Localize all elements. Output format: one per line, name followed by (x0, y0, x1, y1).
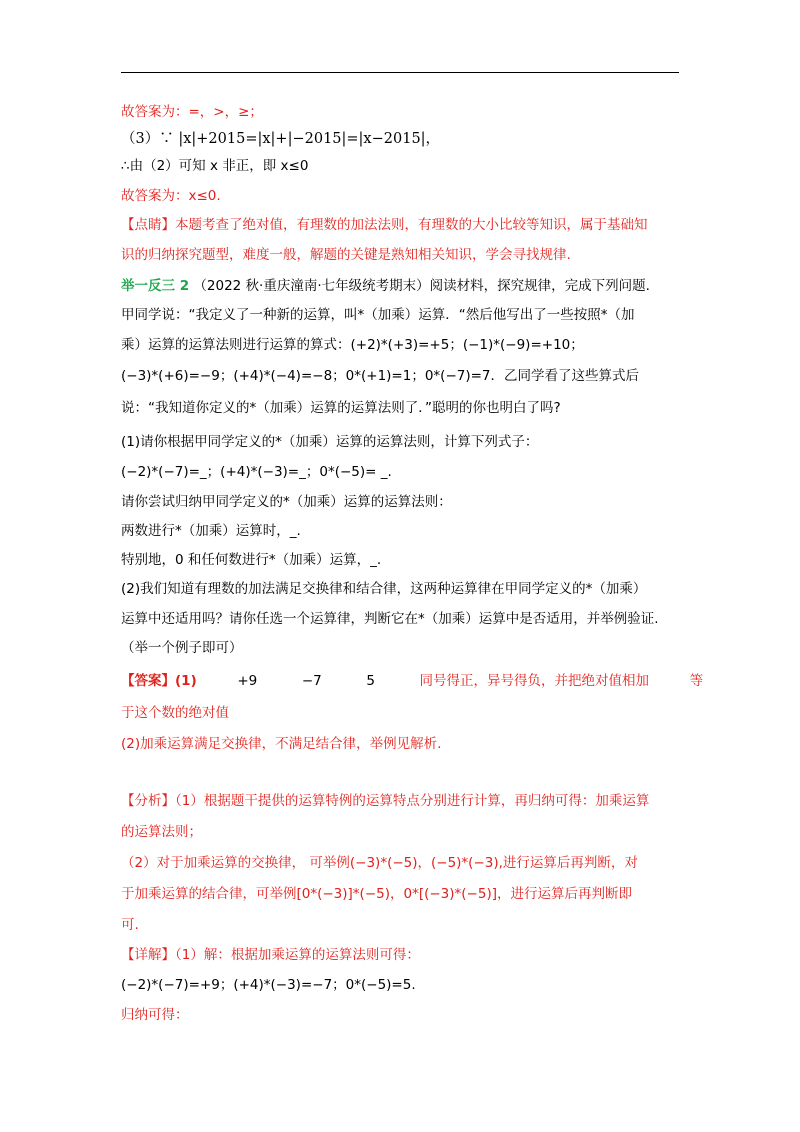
answer-row (121, 671, 703, 691)
comment-line-1: 【点睛】本题考查了绝对值，有理数的加法法则，有理数的大小比较等知识，属于基础知 (121, 217, 648, 233)
question-1-expressions: (−2)*(−7)=_；(+4)*(−3)=_；0*(−5)= _. (121, 464, 392, 480)
analysis-line-5: 可. (121, 917, 139, 933)
detail-summary: 归纳可得： (121, 1007, 189, 1023)
answer-rule-2: 等 (689, 673, 704, 689)
question-2-line-2: 运算中还适用吗？请你任选一个运算律，判断它在*（加乘）运算中是否适用，并举例验证. (121, 611, 659, 627)
solution-line-3: （3）∵ |x|+2015=|x|+|−2015|=|x−2015|， (121, 131, 441, 147)
answer-value-2: −7 (301, 673, 322, 689)
header-rule (121, 72, 679, 73)
analysis-line-2: 的运算法则； (121, 824, 202, 840)
answer-head: 【答案】(1) (121, 673, 197, 689)
problem-line-3: (−3)*(+6)=−9；(+4)*(−4)=−8；0*(+1)=1；0*(−7)=7．乙同学看了这些算式后 (121, 368, 640, 384)
analysis-line-1: 【分析】（1）根据题干提供的运算特例的运算特点分别进行计算，再归纳可得：加乘运算 (121, 793, 650, 809)
question-1-rule-blank-2: 特别地，0 和任何数进行*（加乘）运算，_. (121, 552, 382, 568)
practice-tag: 举一反三 2 (121, 278, 190, 294)
practice-source: （2022 秋·重庆潼南·七年级统考期末）阅读材料，探究规律，完成下列问题. (193, 278, 650, 294)
detail-heading: 【详解】（1）解：根据加乘运算的运算法则可得： (121, 947, 420, 963)
question-2-line-1: (2)我们知道有理数的加法满足交换律和结合律，这两种运算律在甲同学定义的*（加乘） (121, 581, 647, 597)
answer-value-3: 5 (366, 673, 375, 689)
question-2-line-3: （举一个例子即可） (121, 640, 243, 656)
problem-line-4: 说：“我知道你定义的*（加乘）运算的运算法则了．”聪明的你也明白了吗? (121, 400, 561, 416)
answer-line-1: 故答案为：=，>，≥； (121, 104, 263, 120)
problem-line-2: 乘）运算的运算法则进行运算的算式：(+2)*(+3)=+5；(−1)*(−9)=+10； (121, 337, 584, 353)
question-1: (1)请你根据甲同学定义的*（加乘）运算的运算法则，计算下列式子： (121, 434, 539, 450)
answer-value-1: +9 (237, 673, 258, 689)
answer-line-2: 故答案为：x≤0. (121, 188, 221, 204)
problem-line-1: 甲同学说：“我定义了一种新的运算，叫*（加乘）运算．“然后他写出了一些按照*（加 (121, 307, 635, 323)
comment-line-2: 识的归纳探究题型，难度一般，解题的关键是熟知相关知识，学会寻找规律. (121, 247, 571, 263)
question-1-rule-blank-1: 两数进行*（加乘）运算时，_. (121, 523, 301, 539)
question-1-rule-prompt: 请你尝试归纳甲同学定义的*（加乘）运算的运算法则： (121, 494, 452, 510)
detail-computation: (−2)*(−7)=+9；(+4)*(−3)=−7；0*(−5)=5. (121, 977, 416, 993)
analysis-line-3: （2）对于加乘运算的交换律， 可举例(−3)*(−5)，(−5)*(−3),进行运算后再判断，对 (121, 855, 638, 871)
answer-part-2: (2)加乘运算满足交换律，不满足结合律，举例见解析. (121, 736, 442, 752)
conclusion-line: ∴由（2）可知 x 非正，即 x≤0 (121, 158, 309, 174)
answer-rule-1: 同号得正，异号得负，并把绝对值相加 (419, 673, 650, 689)
answer-row-cont: 于这个数的绝对值 (121, 705, 229, 721)
practice-heading (121, 276, 650, 296)
analysis-line-4: 于加乘运算的结合律，可举例[0*(−3)]*(−5)，0*[(−3)*(−5)]，进行运算后再判断即 (121, 886, 632, 902)
